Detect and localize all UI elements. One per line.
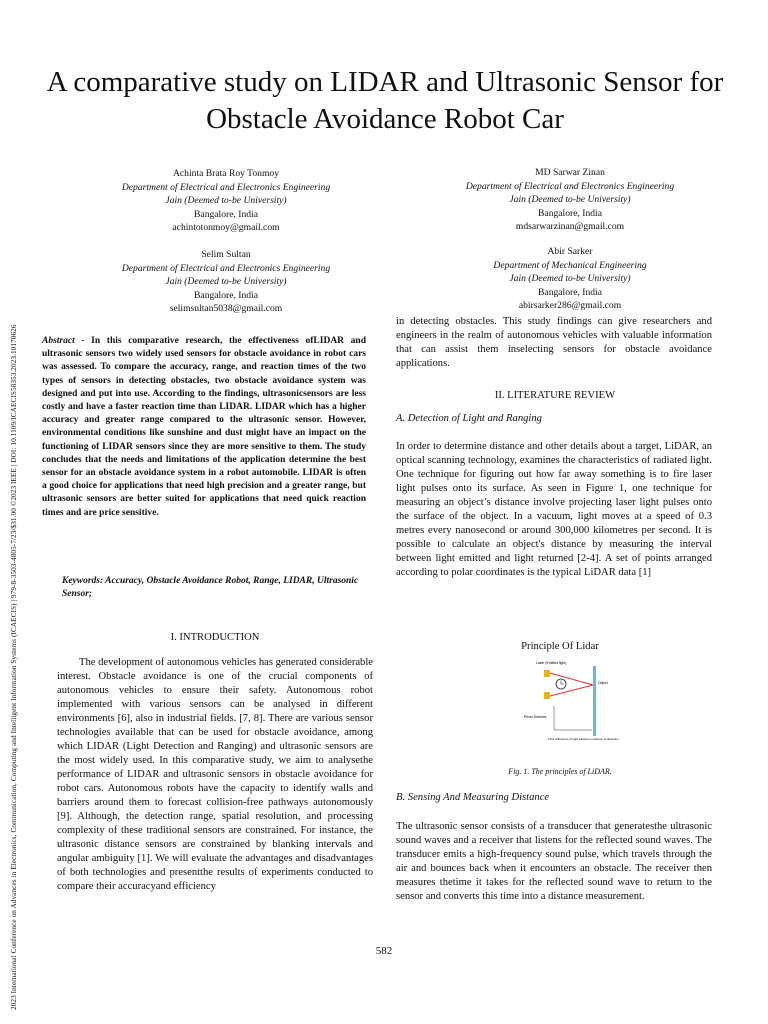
author-department: Department of Electrical and Electronics Engineering xyxy=(121,181,331,193)
abstract-lead: Abstract xyxy=(42,336,75,346)
author-university: Jain (Deemed to-be University) xyxy=(165,276,287,287)
sidebar-text: 2023 International Conference on Advances in Electronics, Communication, Computing and Intelligent Information Systems (ICAECIS) | 979-8-3503-4805-7/23/$31.00 ©2023 IEEE | DOI: 10.1109/ICAECIS58353.2023.10170626 xyxy=(10,324,18,1010)
subsection-heading-b: B. Sensing And Measuring Distance xyxy=(396,792,550,803)
photo-detector-icon xyxy=(544,692,550,699)
author-name: Abir Sarker xyxy=(547,246,593,257)
lidar-principle-diagram xyxy=(520,640,632,760)
author-block-3 xyxy=(88,248,364,316)
author-email: achintotonmoy@gmail.com xyxy=(172,222,280,233)
time-difference-label: Time difference of light between emission & detection xyxy=(548,737,619,741)
page-number: 582 xyxy=(375,945,393,957)
abstract-text: - In this comparative research, the effectiveness ofLIDAR and ultrasonic sensors two widely used sensors for obstacle avoidance in robot cars was assessed. To compare the accuracy, range, and reaction times of the two types of sensors in detecting obstacles, two obstacle avoidance system was designed and put into use. According to the findings, ultrasonicsensors are less costly and have a faster reaction time than LIDAR. LIDAR which has a higher accuracy and greater range compared to the ultrasonic sensor. However, environmental conditions like sunshine and dust might have an impact on the functioning of LIDAR sensors since they are more sensitive to them. The study concludes that the needs and limitations of the application determine the best sensor for an obstacle avoidance system in a robot automobile. LIDAR is often a good choice for applications that need high precision and a greater range, but ultrasonic sensors are better suited for applications that need quick reaction times and are price sensitive. xyxy=(42,336,366,518)
abstract xyxy=(42,335,366,520)
paper-title: A comparative study on LIDAR and Ultrasonic Sensor for Obstacle Avoidance Robot Car xyxy=(46,66,724,135)
author-city: Bangalore, India xyxy=(194,208,258,220)
subsection-a-paragraph: In order to determine distance and other details about a target, LiDAR, an optical scanning technology, examines the characteristics of radiated light. One technique for figuring out how far away something is to fire laser light pulses onto its surface. As seen in Figure 1, one technique for measuring an object’s distance involve projecting laser light pulses onto the surface of the object. In a vacuum, light moves at a speed of 0.3 metres every nanosecond or around 300,000 kilometres per second. It is possible to calculate an object's distance by measuring the interval between light emitted and light returned [2-4]. A set of points arranged according to polar coordinates is the typical LiDAR data [1] xyxy=(396,441,712,578)
author-email: selimsultan5038@gmail.com xyxy=(169,303,283,314)
keywords: Keywords: Accuracy, Obstacle Avoidance Robot, Range, LIDAR, Ultrasonic Sensor; xyxy=(62,576,359,600)
intro-continued-paragraph: in detecting obstacles. This study findings can give researchers and engineers in the realm of autonomous vehicles with valuable information that can assist them inselecting sensors for obstacle avoidance applications. xyxy=(396,316,712,369)
laser-emitter-icon xyxy=(544,670,550,677)
author-block-2 xyxy=(432,166,708,234)
author-city: Bangalore, India xyxy=(194,289,258,301)
figure-caption: Fig. 1. The principles of LiDAR. xyxy=(508,767,612,776)
author-department: Department of Electrical and Electronics Engineering xyxy=(121,262,331,274)
author-email: abirsarker286@gmail.com xyxy=(518,300,622,311)
object-surface xyxy=(593,666,596,736)
author-block-1 xyxy=(88,167,364,235)
laser-label: Laser (Emitted light) xyxy=(536,661,567,665)
author-name: Selim Sultan xyxy=(201,249,251,260)
author-name: MD Sarwar Zinan xyxy=(535,167,605,178)
object-label: Object xyxy=(598,681,608,685)
figure-title: Principle Of Lidar xyxy=(521,641,599,652)
section-heading-literature-review: II. LITERATURE REVIEW xyxy=(494,390,616,401)
author-city: Bangalore, India xyxy=(538,286,602,298)
author-department: Department of Mechanical Engineering xyxy=(493,259,647,271)
author-department: Department of Electrical and Electronics Engineering xyxy=(465,180,675,192)
conference-sidebar xyxy=(10,30,24,1010)
section-heading-introduction: I. INTRODUCTION xyxy=(170,632,260,643)
author-university: Jain (Deemed to-be University) xyxy=(509,194,631,205)
subsection-b-paragraph: The ultrasonic sensor consists of a transducer that generatesthe ultrasonic sound waves and a receiver that listens for the reflected sound waves. The transducer emits a high-frequency sound pulse, which travels through the air and bounces back when it encounters an obstacle. The receiver then measures thetime it takes for the reflected sound wave to return to the sensor and converts this time into a distance measurement. xyxy=(396,821,712,902)
author-block-4 xyxy=(432,245,708,313)
subsection-heading-a: A. Detection of Light and Ranging xyxy=(396,413,542,424)
detector-label: Photo Detector xyxy=(524,715,547,719)
author-name: Achinta Brata Roy Tonmoy xyxy=(173,168,279,179)
introduction-paragraph: The development of autonomous vehicles has generated considerable interest. Obstacle avoidance is one of the crucial components of autonomous vehicles to ensure their safety. Autonomous robot implemented with various sensors can be analysed in different environments [6], also in industrial fields. [7, 8]. There are various sensor technologies available that can be used for obstacle avoidance, among which LIDAR (Light Detection and Ranging) and ultrasonic sensors are the most widely used. In this comparative study, we aim to analysethe performance of LIDAR and ultrasonic sensors in obstacle avoidance for robot cars. Autonomous robots have the capacity to identify walls and barriers around them to forecast collision-free pathways autonomously [9]. Although, the detection range, spatial resolution, and processing complexity of these traditional sensors are constrained. For instance, the ultrasonic distance sensors are constrained by blanking intervals and angular ambiguity [1]. We will evaluate the advantages and disadvantages of both technologies and presentthe results of experiments conducted to compare their accuracyand efficiency xyxy=(57,657,373,892)
author-university: Jain (Deemed to-be University) xyxy=(165,195,287,206)
author-university: Jain (Deemed to-be University) xyxy=(509,273,631,284)
author-email: mdsarwarzinan@gmail.com xyxy=(515,221,625,232)
author-city: Bangalore, India xyxy=(538,207,602,219)
